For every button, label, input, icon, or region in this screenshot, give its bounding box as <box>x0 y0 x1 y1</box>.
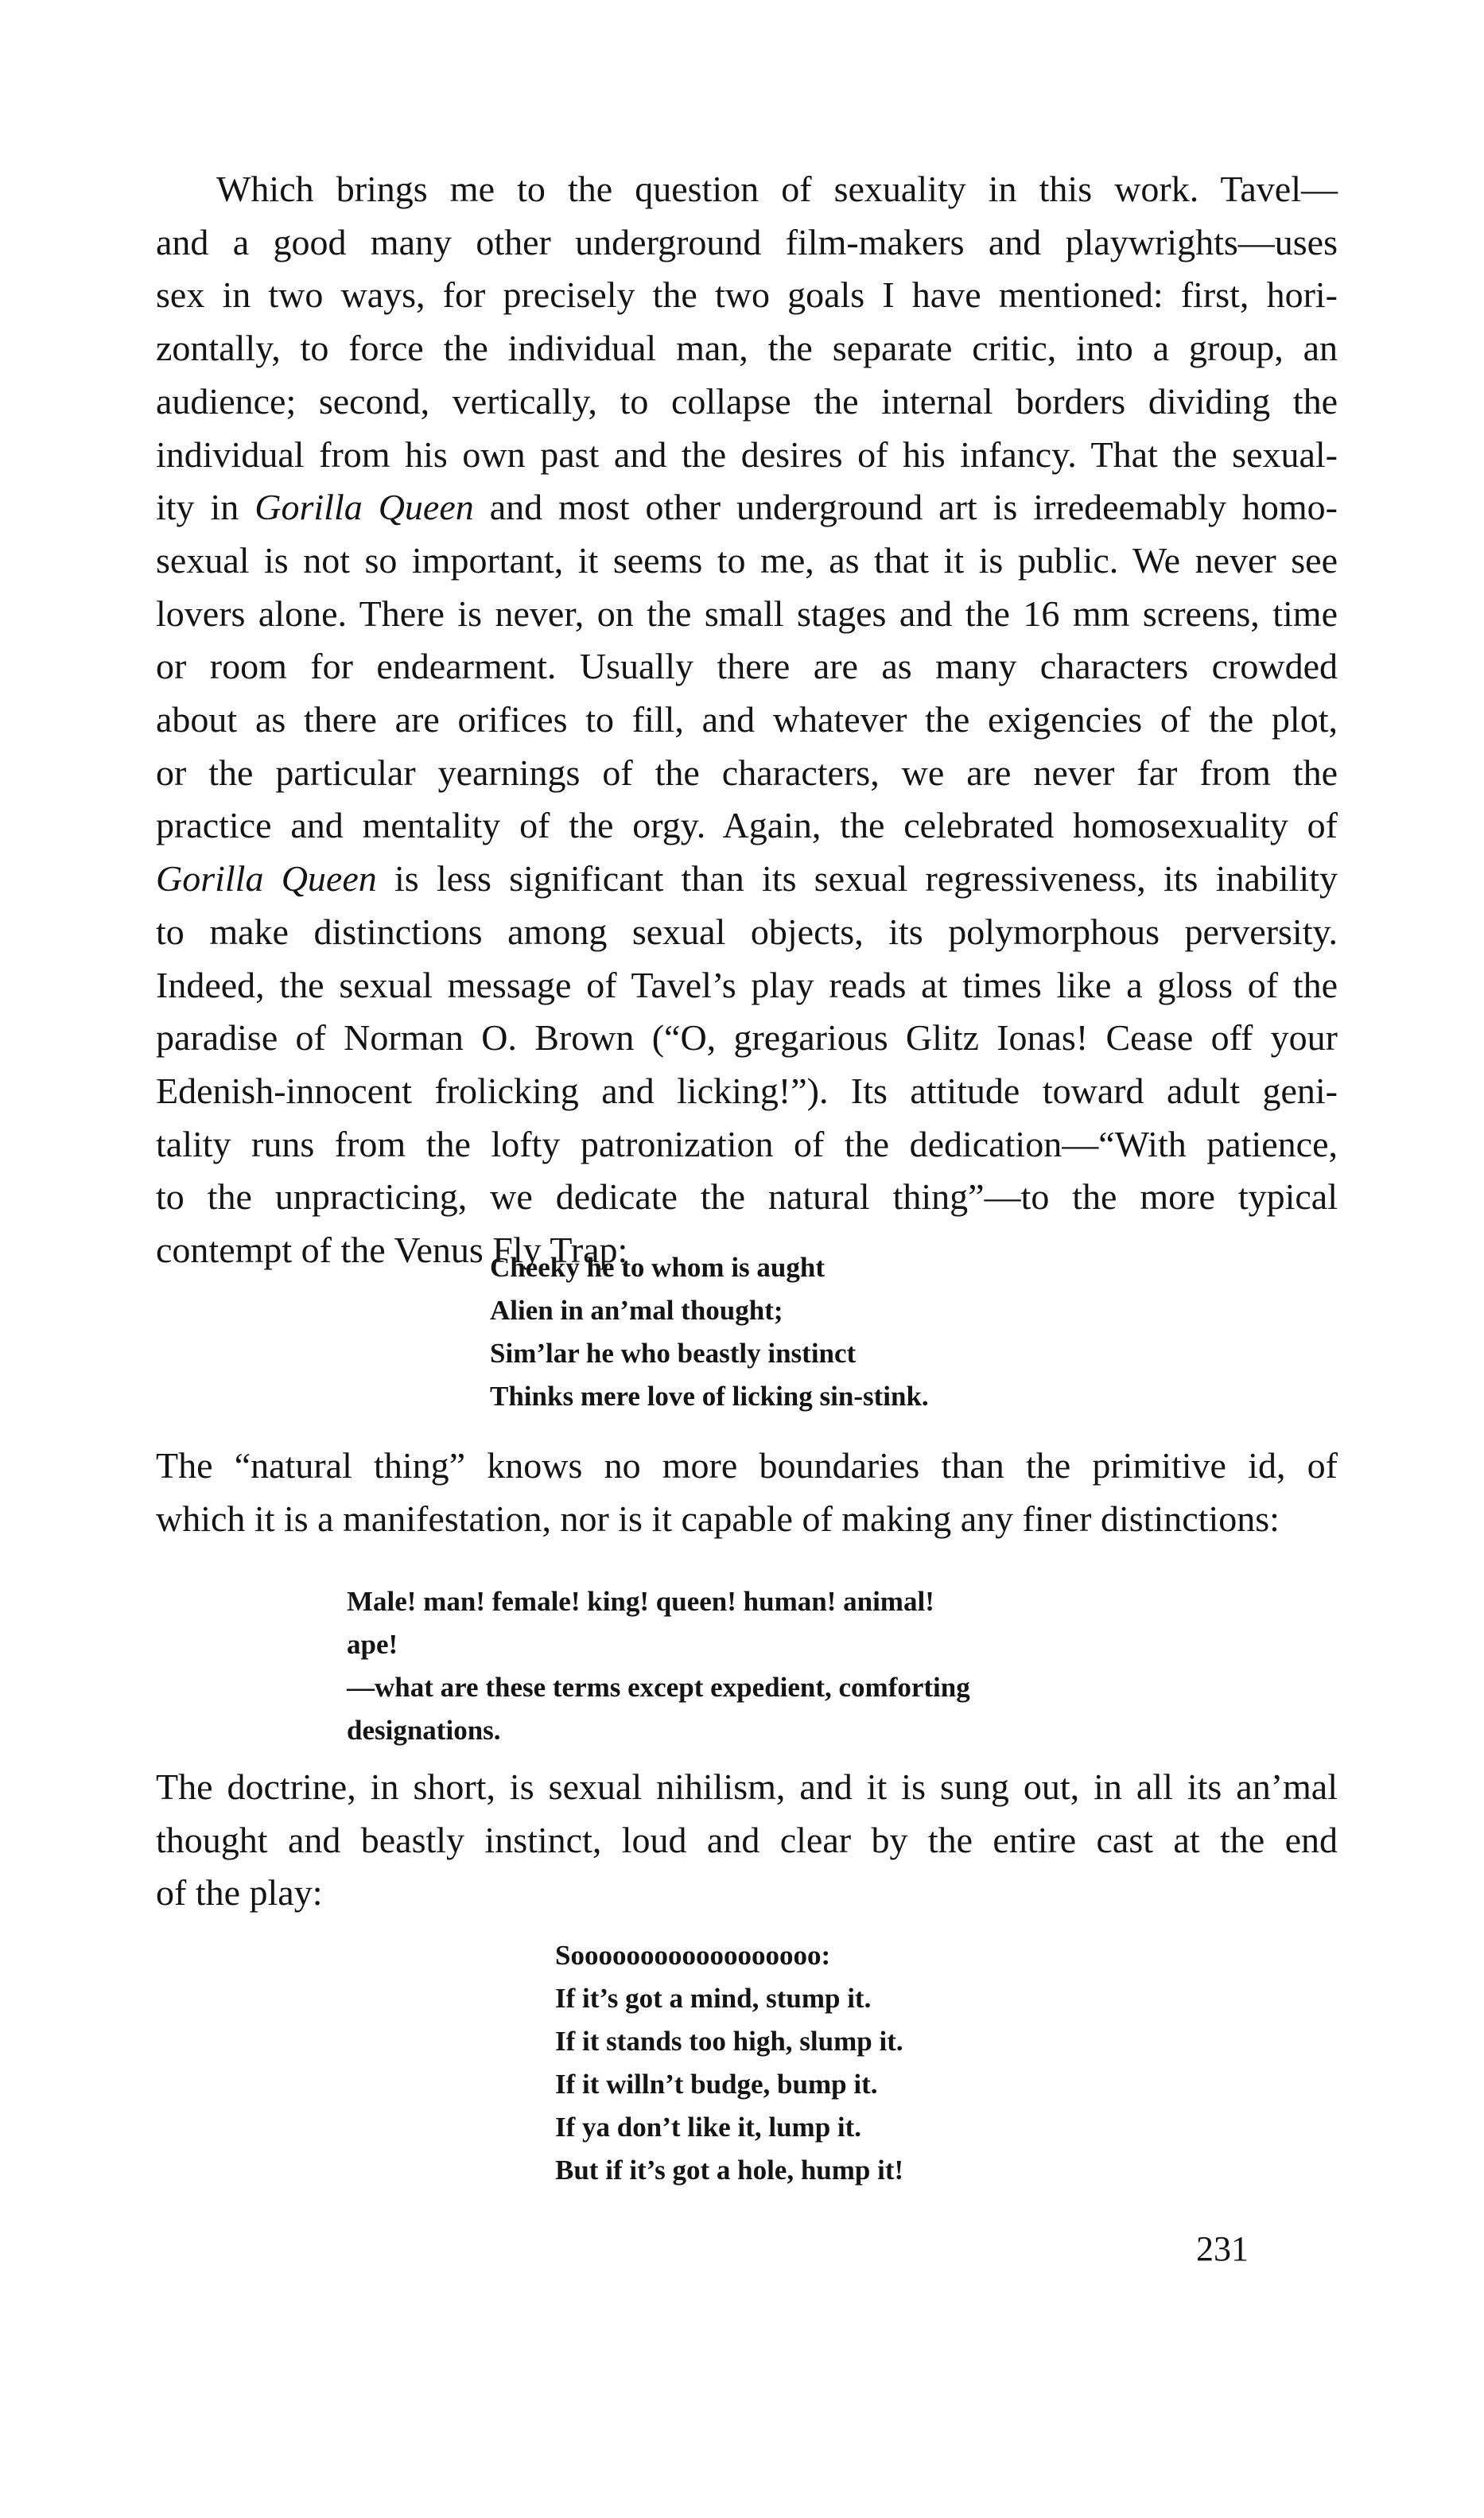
play-title: Gorilla Queen <box>254 487 474 528</box>
verse-line: Male! man! female! king! queen! human! animal! <box>347 1586 934 1617</box>
text-line: tality runs from the lofty patronization of the dedication—“With patience, <box>156 1123 1338 1164</box>
text-line: paradise of Norman O. Brown (“O, gregarious Glitz Ionas! Cease off your <box>156 1017 1338 1059</box>
text-line: Indeed, the sexual message of Tavel’s play reads at times like a gloss of the <box>156 964 1338 1005</box>
text-line: which it is a manifestation, nor is it capable of making any finer distinctions: <box>156 1498 1280 1539</box>
text-line: sex in two ways, for precisely the two goals I have mentioned: first, hori- <box>156 274 1338 316</box>
text-line: sexual is not so important, it seems to me, as that it is public. We never see <box>156 539 1338 581</box>
text-line <box>156 481 1338 534</box>
verse-line: If it willn’t budge, bump it. <box>555 2069 878 2100</box>
text-fragment: is less significant than its sexual regressiveness, its inability <box>376 858 1338 900</box>
text-line: Which brings me to the question of sexuality in this work. Tavel— <box>216 169 1338 209</box>
verse-finale <box>555 1934 903 2192</box>
text-line <box>156 853 1338 906</box>
verse-line: If it’s got a mind, stump it. <box>555 1983 872 2014</box>
verse-line: Sim’lar he who beastly instinct <box>490 1338 857 1369</box>
text-line: or room for endearment. Usually there are as many characters crowded <box>156 646 1338 687</box>
page-number: 231 <box>1196 2229 1249 2268</box>
verse-line: If ya don’t like it, lump it. <box>555 2112 862 2143</box>
verse-line: ape! <box>347 1629 398 1660</box>
text-line: individual from his own past and the desires of his infancy. That the sexual- <box>156 433 1338 475</box>
verse-line: Thinks mere love of licking sin-stink. <box>490 1381 929 1412</box>
text-line: to the unpracticing, we dedicate the natural thing”—to the more typical <box>156 1176 1338 1218</box>
text-line: to make distinctions among sexual objects, its polymorphous perversity. <box>156 911 1338 952</box>
verse-line: Cheeky he to whom is aught <box>490 1252 826 1283</box>
text-line: contempt of the Venus Fly Trap: <box>156 1230 628 1271</box>
verse-line: designations. <box>347 1715 501 1746</box>
text-line: zontally, to force the individual man, the separate critic, into a group, an <box>156 328 1338 369</box>
paragraph-natural-thing <box>156 1440 1338 1545</box>
text-line: of the play: <box>156 1872 323 1914</box>
verse-line: Soooooooooooooooooo: <box>555 1940 831 1971</box>
verse-line: Alien in an’mal thought; <box>490 1295 783 1326</box>
verse-line: But if it’s got a hole, hump it! <box>555 2155 904 2186</box>
text-line: lovers alone. There is never, on the small stages and the 16 mm screens, time <box>156 593 1338 634</box>
text-line: The doctrine, in short, is sexual nihilism, and it is sung out, in all its an’mal <box>156 1766 1338 1807</box>
verse-venus-fly-trap <box>490 1246 929 1418</box>
text-line: about as there are orifices to fill, and whatever the exigencies of the plot, <box>156 699 1338 740</box>
verse-line: —what are these terms except expedient, comforting <box>347 1672 970 1703</box>
verse-line: If it stands too high, slump it. <box>555 2026 903 2057</box>
play-title: Gorilla Queen <box>156 858 377 900</box>
text-line: The “natural thing” knows no more boundaries than the primitive id, of <box>156 1445 1338 1486</box>
paragraph-doctrine <box>156 1761 1338 1920</box>
text-line: practice and mentality of the orgy. Again, the celebrated homosexuality of <box>156 805 1338 846</box>
text-fragment: and most other underground art is irredeemably homo- <box>473 487 1338 528</box>
text-line: or the particular yearnings of the characters, we are never far from the <box>156 752 1338 793</box>
text-line: thought and beastly instinct, loud and clear by the entire cast at the end <box>156 1819 1338 1860</box>
text-line: audience; second, vertically, to collapse the internal borders dividing the <box>156 380 1338 422</box>
paragraph-sexuality <box>156 163 1338 1277</box>
text-line: Edenish-innocent frolicking and licking!”). Its attitude toward adult geni- <box>156 1070 1338 1111</box>
verse-designations <box>347 1580 970 1752</box>
text-line: and a good many other underground film-makers and playwrights—uses <box>156 221 1338 262</box>
text-fragment: ity in <box>156 487 255 528</box>
